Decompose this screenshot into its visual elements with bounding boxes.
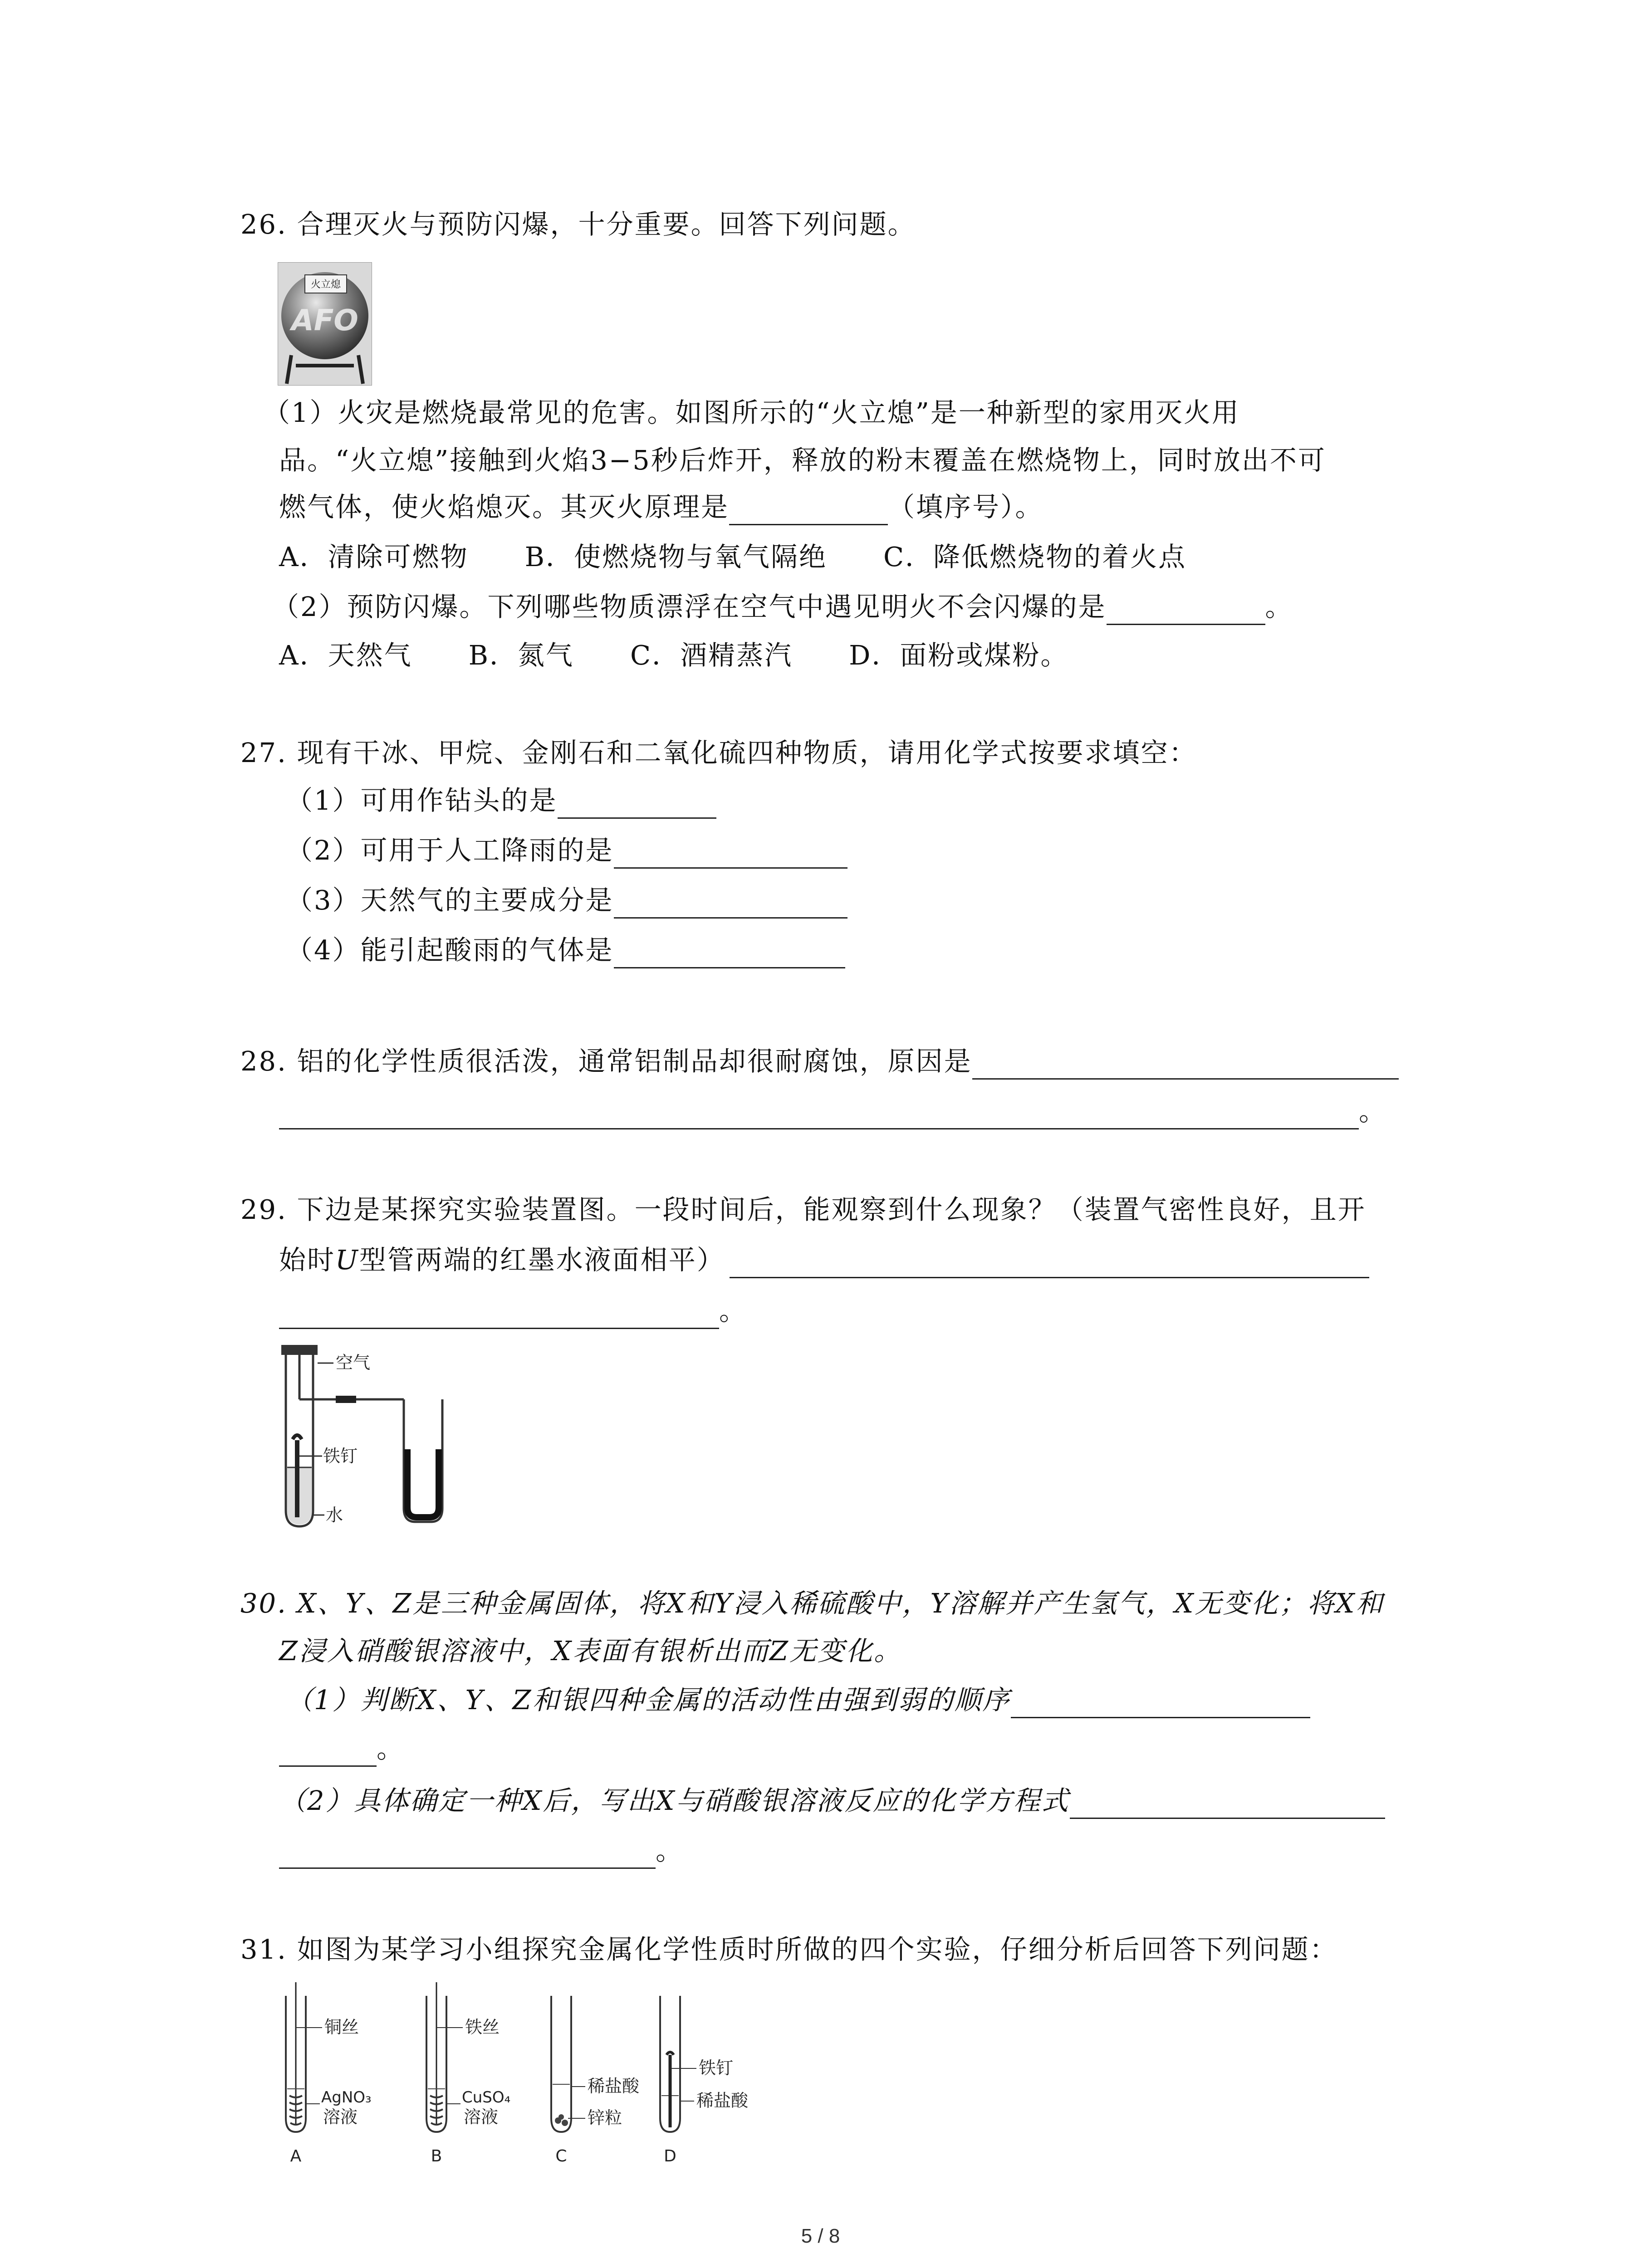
q27-blank-2[interactable]: [614, 838, 847, 869]
photo-label: 火立熄: [310, 279, 341, 290]
label-c: C: [555, 2147, 567, 2164]
q29-blank-1[interactable]: [730, 1248, 1369, 1278]
q28-end: 。: [1359, 1095, 1387, 1127]
label-b: B: [431, 2147, 442, 2164]
q30-part2-text: （2）具体确定一种X后，写出X与硝酸银溶液反应的化学方程式: [279, 1785, 1070, 1816]
q29-line2-a: 始时: [279, 1244, 336, 1276]
q30-part1: [286, 1682, 1310, 1718]
tube-a: [286, 1982, 372, 2164]
q26-part1-line3-text: 燃气体，使火焰熄灭。其灭火原理是: [279, 491, 730, 523]
q28-stem: [240, 1043, 1399, 1080]
label-zinc: 锌粒: [588, 2108, 622, 2128]
q27-item-4: [286, 932, 845, 968]
q26-part1-line3: [279, 489, 1043, 525]
q26-part2: [272, 589, 1293, 625]
q30-line1: 30. X、Y、Z是三种金属固体，将X和Y浸入稀硫酸中，Y溶解并产生氢气，X无变化；将X和: [240, 1588, 1384, 1619]
q26-part2-options: A．天然气 B．氮气 C．酒精蒸汽 D．面粉或煤粉。: [279, 640, 1069, 671]
q27-item-1: [286, 782, 716, 819]
q30-part1-cont: [279, 1730, 405, 1767]
q30-part2-end: 。: [656, 1835, 684, 1866]
q30-line2: Z浸入硝酸银溶液中，X表面有银析出而Z无变化。: [279, 1635, 902, 1667]
label-iron-wire: 铁丝: [465, 2017, 500, 2037]
q26-part1-line3-end: （填序号）。: [888, 491, 1043, 523]
q30-part1-end: 。: [377, 1733, 405, 1764]
label-air: 空气: [336, 1353, 371, 1373]
q26-part2-text: （2）预防闪爆。下列哪些物质漂浮在空气中遇见明火不会闪爆的是: [272, 591, 1107, 622]
q27-blank-4[interactable]: [614, 938, 845, 968]
metal-experiments-diagram: [272, 1982, 789, 2164]
label-iron-nail: 铁钉: [323, 1446, 358, 1466]
q30-blank-2b[interactable]: [279, 1838, 656, 1869]
q27-item-2-text: （2）可用于人工降雨的是: [286, 835, 614, 866]
q30-part1-text: （1）判断X、Y、Z和银四种金属的活动性由强到弱的顺序: [286, 1684, 1011, 1716]
q26-part1-line1: （1）火灾是燃烧最常见的危害。如图所示的“火立熄”是一种新型的家用灭火用: [263, 397, 1240, 428]
q29-line3: [279, 1293, 747, 1329]
label-d: D: [664, 2147, 676, 2164]
q30-blank-1[interactable]: [1011, 1688, 1310, 1718]
q27-stem: 27. 现有干冰、甲烷、金刚石和二氧化硫四种物质，请用化学式按要求填空：: [240, 737, 1197, 768]
q27-item-3-text: （3）天然气的主要成分是: [286, 885, 614, 916]
label-a-solution: 溶液: [323, 2107, 358, 2127]
q27-item-4-text: （4）能引起酸雨的气体是: [286, 934, 614, 966]
tube-c: [551, 1996, 640, 2164]
svg-text:AFO: AFO: [291, 304, 358, 337]
label-cuso4: CuSO₄: [462, 2088, 511, 2107]
q26-part2-end: 。: [1265, 591, 1293, 622]
label-b-solution: 溶液: [464, 2107, 499, 2127]
q30-part2-cont: [279, 1833, 684, 1869]
q30-blank-1b[interactable]: [279, 1736, 377, 1767]
q29-end: 。: [719, 1295, 748, 1326]
q27-blank-3[interactable]: [614, 888, 847, 919]
label-c-hcl: 稀盐酸: [588, 2076, 640, 2096]
label-d-nail: 铁钉: [699, 2058, 734, 2078]
q26-part1-line2: 品。“火立熄”接触到火焰3−5秒后炸开，释放的粉末覆盖在燃烧物上，同时放出不可: [279, 445, 1326, 476]
q28-line2: [279, 1093, 1387, 1129]
q26-answer-blank-2[interactable]: [1107, 595, 1265, 625]
q27-item-1-text: （1）可用作钻头的是: [286, 785, 558, 816]
q27-item-3: [286, 882, 847, 919]
q30-part2: [279, 1783, 1385, 1819]
q29-line2: [279, 1242, 1369, 1278]
q29-blank-2[interactable]: [279, 1299, 719, 1329]
q28-blank-1[interactable]: [972, 1049, 1399, 1080]
tube-d: [660, 1996, 749, 2164]
label-agno3: AgNO₃: [321, 2088, 372, 2107]
q26-part1-options: A．清除可燃物 B．使燃烧物与氧气隔绝 C．降低燃烧物的着火点: [279, 541, 1187, 572]
q27-item-2: [286, 832, 847, 869]
label-water: 水: [326, 1505, 343, 1525]
q28-blank-2[interactable]: [279, 1099, 1359, 1129]
q28-stem-text: 28. 铝的化学性质很活泼，通常铝制品却很耐腐蚀，原因是: [240, 1046, 972, 1077]
q31-stem: 31. 如图为某学习小组探究金属化学性质时所做的四个实验，仔细分析后回答下列问题：: [240, 1934, 1338, 1965]
label-d-hcl: 稀盐酸: [696, 2091, 749, 2111]
q29-line2-u: U: [335, 1244, 359, 1276]
fire-extinguisher-photo: [278, 262, 372, 386]
q30-blank-2[interactable]: [1070, 1789, 1385, 1819]
q29-line1: 29. 下边是某探究实验装置图。一段时间后，能观察到什么现象？（装置气密性良好，且开: [240, 1194, 1366, 1225]
q26-answer-blank-1[interactable]: [729, 495, 888, 525]
tube-b: [426, 1982, 510, 2164]
q29-line2-b: 型管两端的红墨水液面相平）: [359, 1244, 725, 1276]
label-a: A: [290, 2147, 302, 2164]
page-number: 5 / 8: [801, 2225, 840, 2247]
q26-stem: 26. 合理灭火与预防闪爆，十分重要。回答下列问题。: [240, 209, 916, 240]
q27-blank-1[interactable]: [558, 788, 716, 819]
rust-experiment-diagram: [272, 1336, 463, 1531]
label-copper-wire: 铜丝: [324, 2017, 359, 2037]
